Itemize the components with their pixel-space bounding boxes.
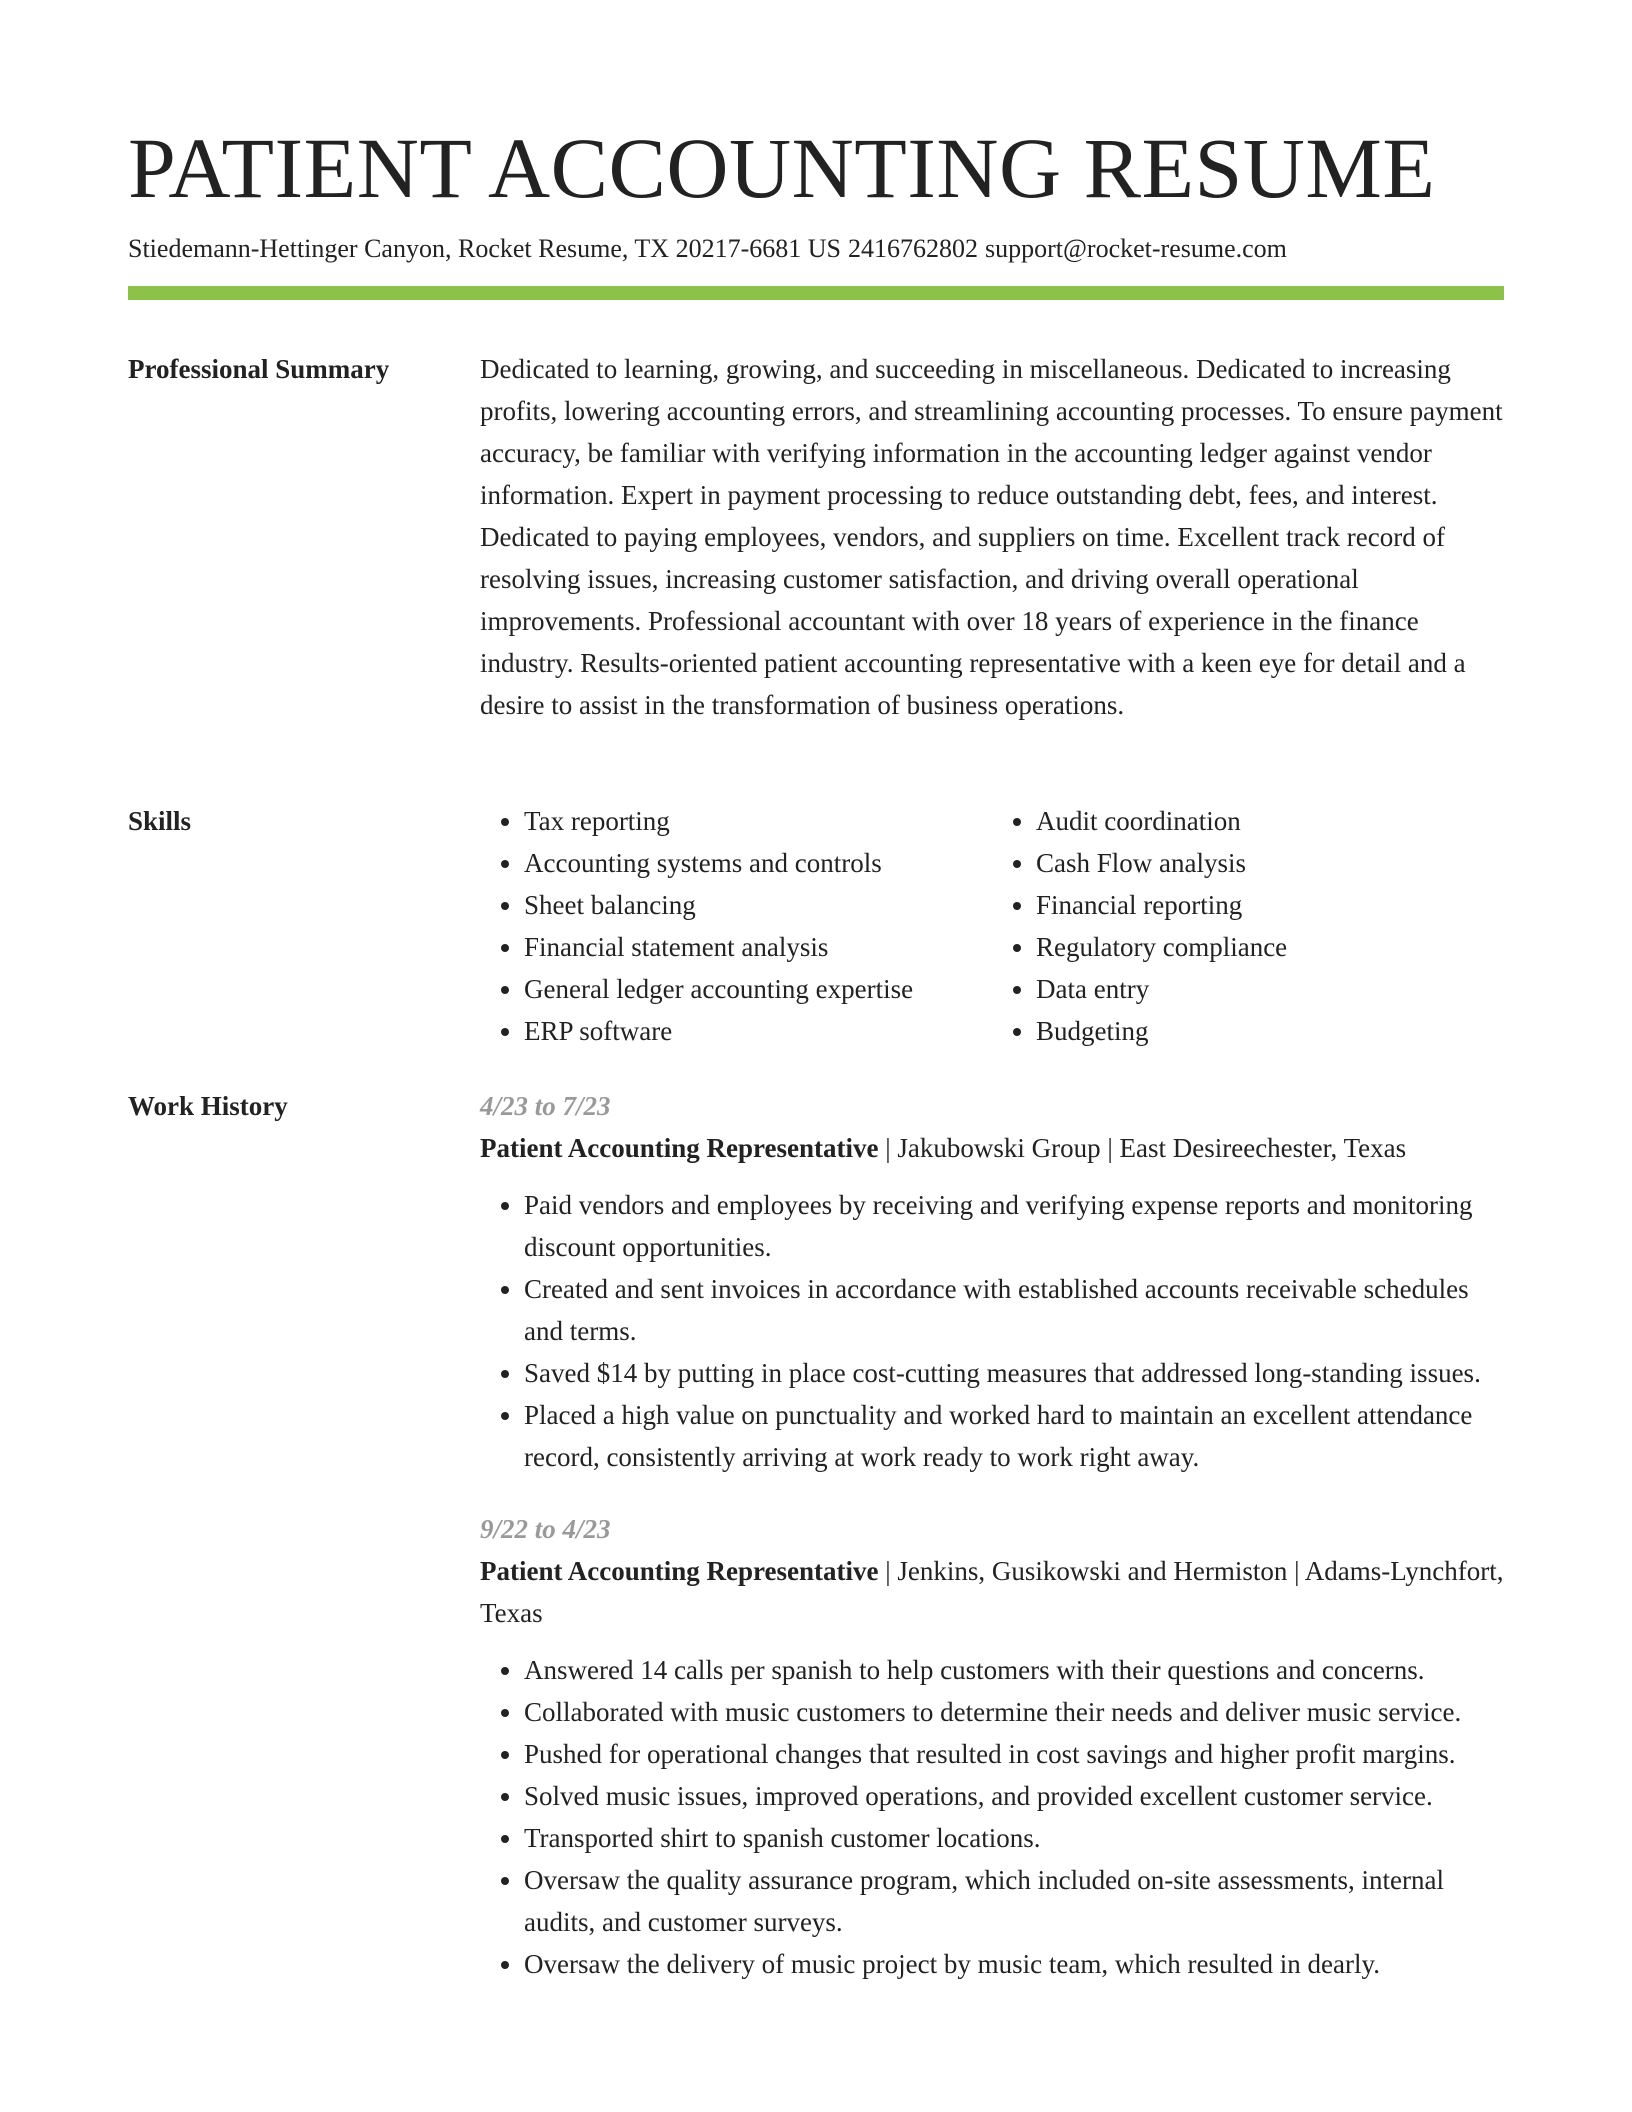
contact-phone: 2416762802: [847, 234, 978, 263]
job-entry: [480, 1508, 1504, 1985]
job-bullet: • Pushed for operational changes that resulted in cost savings and higher profit margins.: [524, 1733, 1504, 1775]
skill-item: • Tax reporting: [524, 800, 992, 842]
job-entry: [480, 1085, 1504, 1478]
job-bullet: • Answered 14 calls per spanish to help customers with their questions and concerns.: [524, 1649, 1504, 1691]
contact-email[interactable]: support@rocket-resume.com: [984, 234, 1287, 263]
job-bullet: • Paid vendors and employees by receiving and verifying expense reports and monitoring discount opportunities.: [524, 1184, 1504, 1268]
job-title: Patient Accounting Representative: [480, 1133, 879, 1163]
job-employer-location: | Jenkins, Gusikowski and Hermiston | Adams-Lynchfort, Texas: [480, 1556, 1504, 1628]
skills-body: [480, 800, 1504, 1052]
skill-item: • General ledger accounting expertise: [524, 968, 992, 1010]
job-bullet: • Saved $14 by putting in place cost-cutting measures that addressed long-standing issues.: [524, 1352, 1504, 1394]
job-title: Patient Accounting Representative: [480, 1556, 879, 1586]
contact-address: Stiedemann-Hettinger Canyon, Rocket Resume, TX 20217-6681 US: [128, 234, 841, 263]
job-bullet: • Oversaw the quality assurance program, which included on-site assessments, internal audits, and customer surveys.: [524, 1859, 1504, 1943]
job-bullets: [480, 1184, 1504, 1478]
skill-item: • Budgeting: [1036, 1010, 1504, 1052]
header-divider: [128, 286, 1504, 300]
skills-list-left: [480, 800, 992, 1052]
job-heading: [480, 1127, 1504, 1169]
work-history-body: [480, 1085, 1504, 1985]
job-heading: [480, 1550, 1504, 1634]
job-dates: 4/23 to 7/23: [480, 1091, 611, 1121]
skill-item: • Cash Flow analysis: [1036, 842, 1504, 884]
skill-item: • Financial reporting: [1036, 884, 1504, 926]
contact-line: [128, 231, 1287, 267]
job-bullet: • Placed a high value on punctuality and worked hard to maintain an excellent attendance record, consistently arriving at work ready to work right away.: [524, 1394, 1504, 1478]
skill-item: • ERP software: [524, 1010, 992, 1052]
job-bullet: • Oversaw the delivery of music project by music team, which resulted in dearly.: [524, 1943, 1504, 1985]
skill-item: • Financial statement analysis: [524, 926, 992, 968]
skill-item: • Audit coordination: [1036, 800, 1504, 842]
summary-text: Dedicated to learning, growing, and succeeding in miscellaneous. Dedicated to increasing profits, lowering accounting errors, and streamlining accounting processes. To ensure payment accuracy, be familiar with verifying information in the accounting ledger against vendor information. Expert in payment processing to reduce outstanding debt, fees, and interest. Dedicated to paying employees, vendors, and suppliers on time. Excellent track record of resolving issues, increasing customer satisfaction, and driving overall operational improvements. Professional accountant with over 18 years of experience in the finance industry. Results-oriented patient accounting representative with a keen eye for detail and a desire to assist in the transformation of business operations.: [480, 354, 1503, 720]
summary-body: [480, 348, 1504, 726]
job-employer-location: | Jakubowski Group | East Desireechester, Texas: [878, 1133, 1407, 1163]
skill-item: • Regulatory compliance: [1036, 926, 1504, 968]
job-bullet: • Collaborated with music customers to determine their needs and deliver music service.: [524, 1691, 1504, 1733]
summary-heading: Professional Summary: [128, 354, 390, 384]
skill-item: • Accounting systems and controls: [524, 842, 992, 884]
skills-heading: Skills: [128, 806, 192, 836]
skill-item: • Data entry: [1036, 968, 1504, 1010]
skills-list-right: [992, 800, 1504, 1052]
job-bullet: • Created and sent invoices in accordance with established accounts receivable schedules and terms.: [524, 1268, 1504, 1352]
job-bullet: • Transported shirt to spanish customer locations.: [524, 1817, 1504, 1859]
resume-title: PATIENT ACCOUNTING RESUME: [128, 120, 1436, 216]
job-dates: 9/22 to 4/23: [480, 1514, 611, 1544]
work-history-heading: Work History: [128, 1091, 288, 1121]
skill-item: • Sheet balancing: [524, 884, 992, 926]
job-bullet: • Solved music issues, improved operations, and provided excellent customer service.: [524, 1775, 1504, 1817]
job-bullets: [480, 1649, 1504, 1985]
